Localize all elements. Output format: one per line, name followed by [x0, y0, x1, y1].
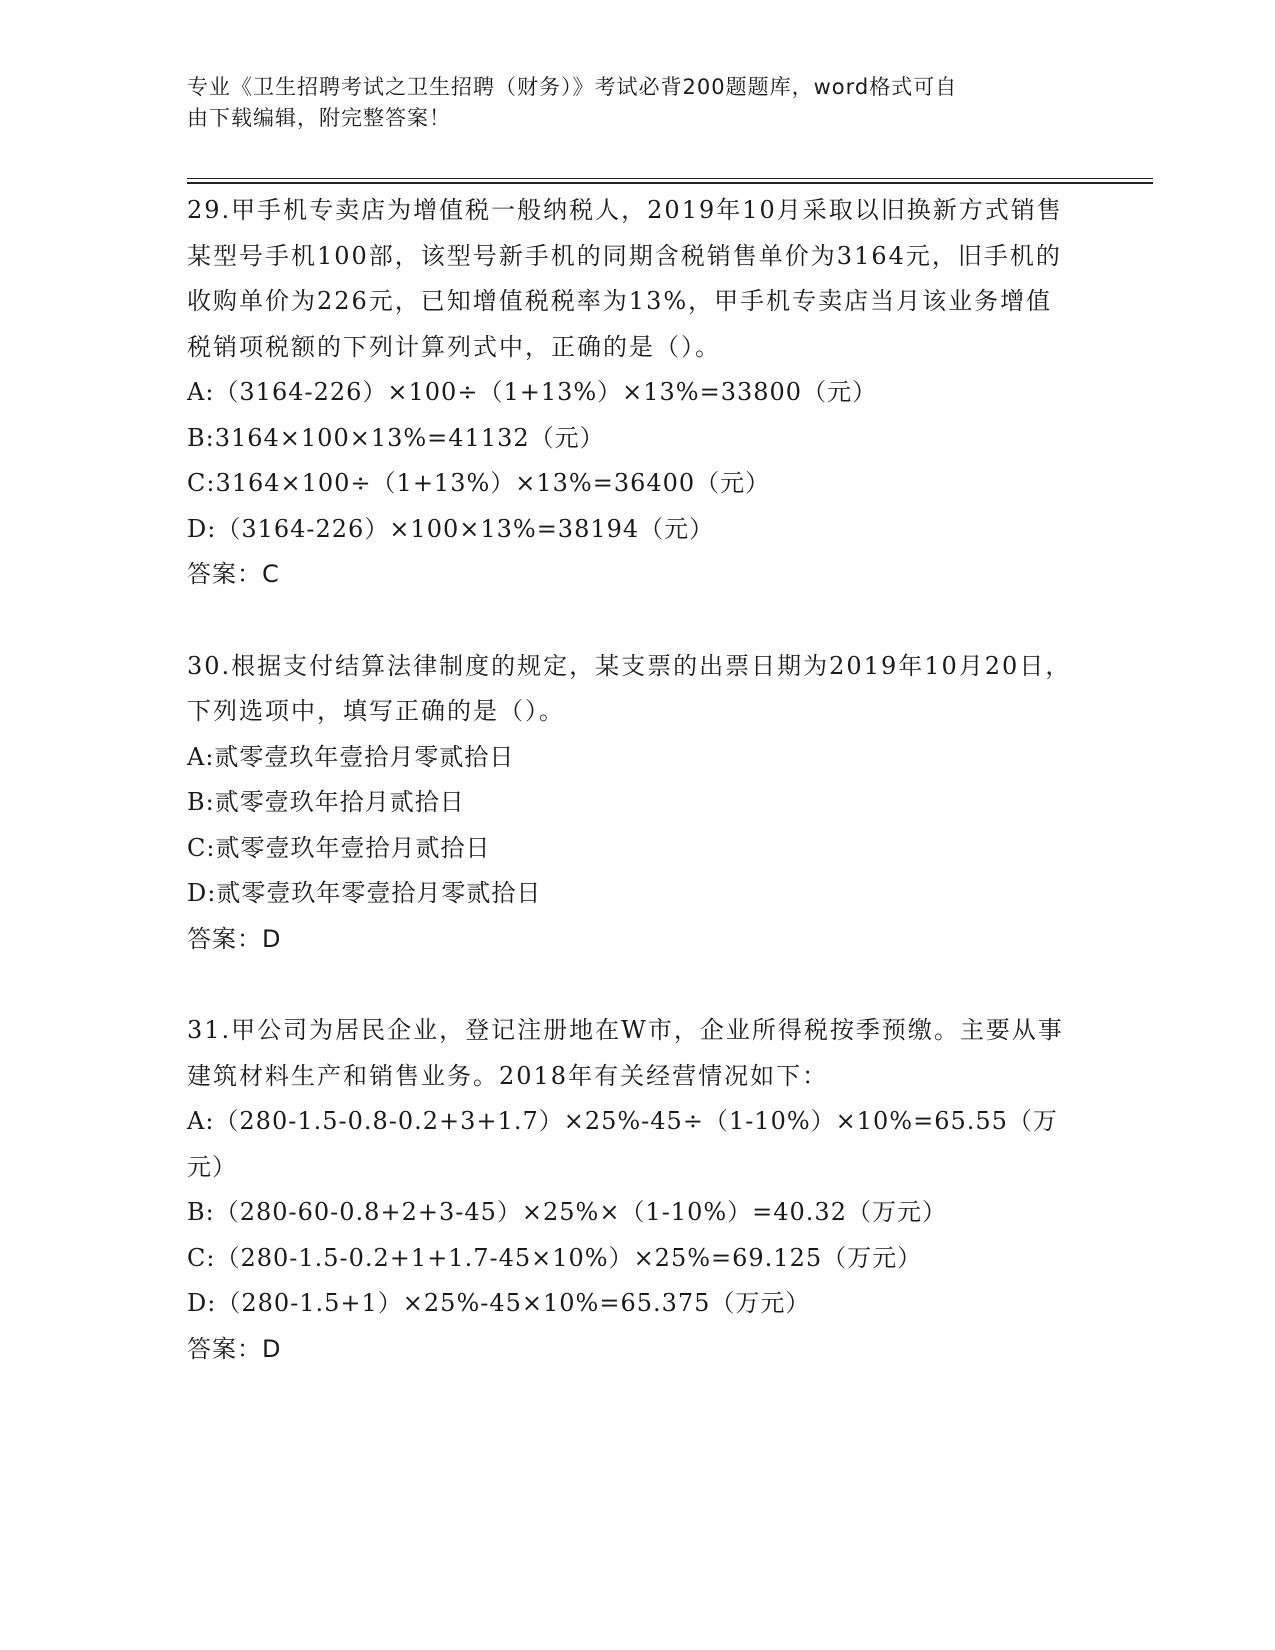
document-header: 专业《卫生招聘考试之卫生招聘（财务）》考试必背200题题库，word格式可自 由下载编辑，附完整答案！ — [187, 75, 958, 130]
option-c: C:贰零壹玖年壹拾月贰拾日 — [187, 833, 491, 862]
question-29 — [187, 188, 1077, 598]
question-list — [187, 188, 1077, 1418]
answer-line: 答案：D — [187, 924, 282, 953]
answer-line: 答案：C — [187, 560, 280, 588]
question-stem: 31.甲公司为居民企业，登记注册地在W市，企业所得税按季预缴。主要从事建筑材料生产和销售业务。2018年有关经营情况如下： — [187, 1016, 1064, 1090]
question-30 — [187, 644, 1077, 963]
option-d: D:贰零壹玖年零壹拾月零贰拾日 — [187, 879, 542, 907]
question-stem: 30.根据支付结算法律制度的规定，某支票的出票日期为2019年10月20日，下列选项中，填写正确的是（）。 — [187, 651, 1072, 725]
option-b: B:贰零壹玖年拾月贰拾日 — [187, 788, 465, 816]
option-c: C:（280-1.5-0.2+1+1.7-45×10%）×25%=69.125（万元） — [187, 1243, 923, 1272]
option-b: B:（280-60-0.8+2+3-45）×25%×（1-10%）=40.32（万元） — [187, 1198, 947, 1226]
option-d: D:（280-1.5+1）×25%-45×10%=65.375（万元） — [187, 1289, 811, 1317]
option-b: B:3164×100×13%=41132（元） — [187, 423, 605, 452]
question-31 — [187, 1008, 1077, 1372]
option-c: C:3164×100÷（1+13%）×13%=36400（元） — [187, 469, 771, 497]
option-d: D:（3164-226）×100×13%=38194（元） — [187, 514, 715, 543]
header-divider-thin — [187, 178, 1153, 179]
answer-line: 答案：D — [187, 1334, 282, 1363]
question-stem: 29.甲手机专卖店为增值税一般纳税人，2019年10月采取以旧换新方式销售某型号手机100部，该型号新手机的同期含税销售单价为3164元，旧手机的收购单价为226元，已知增值税税率为13%，甲手机专卖店当月该业务增值税销项税额的下列计算列式中，正确的是（）。 — [187, 196, 1063, 361]
option-a: A:贰零壹玖年壹拾月零贰拾日 — [187, 742, 515, 771]
option-a: A:（3164-226）×100÷（1+13%）×13%=33800（元） — [187, 378, 878, 406]
option-a: A:（280-1.5-0.8-0.2+3+1.7）×25%-45÷（1-10%）×10%=65.55（万元） — [187, 1107, 1058, 1181]
header-divider-thick — [187, 182, 1153, 184]
